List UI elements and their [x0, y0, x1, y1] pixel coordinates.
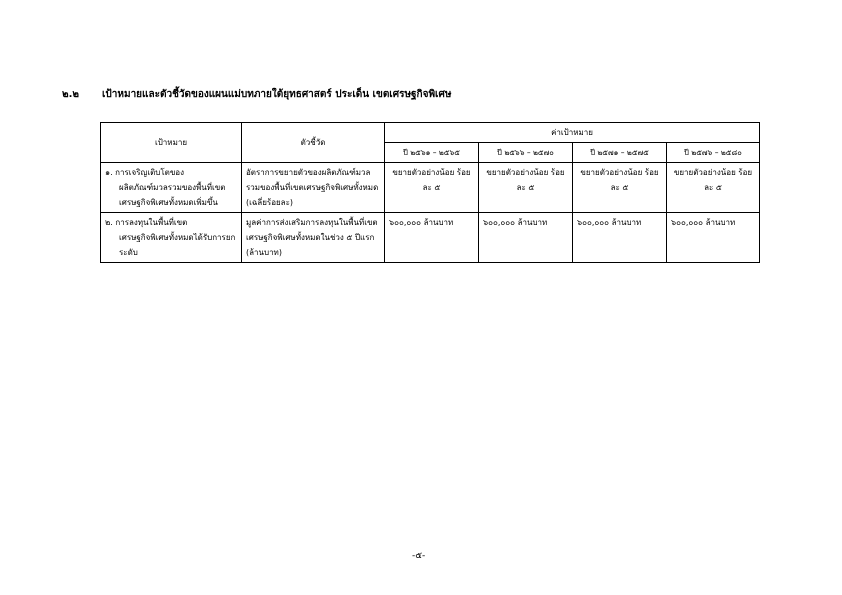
target-cell: ขยายตัวอย่างน้อย ร้อยละ ๕ — [573, 163, 667, 213]
goal-cell — [101, 213, 242, 263]
header-row — [101, 123, 760, 143]
goals-table — [100, 122, 760, 263]
target-cell: ๖๐๐,๐๐๐ ล้านบาท — [385, 213, 479, 263]
indicator-cell: อัตราการขยายตัวของผลิตภัณฑ์มวลรวมของพื้นที่เขตเศรษฐกิจพิเศษทั้งหมด (เฉลี่ยร้อยละ) — [242, 163, 385, 213]
section-number: ๒.๒ — [62, 89, 79, 100]
goal-cell — [101, 163, 242, 213]
header-period: ปี ๒๕๖๑ – ๒๕๖๕ — [385, 143, 479, 163]
section-heading — [62, 87, 451, 102]
goal-number-line: ๑. การเจริญเติบโตของ — [105, 168, 185, 177]
page-number: -๕- — [412, 551, 426, 561]
header-period: ปี ๒๕๗๖ – ๒๕๘๐ — [667, 143, 760, 163]
target-cell: ๖๐๐,๐๐๐ ล้านบาท — [479, 213, 573, 263]
header-indicator: ตัวชี้วัด — [242, 123, 385, 163]
goal-number-line: ๒. การลงทุนในพื้นที่เขต — [105, 218, 188, 227]
header-goal: เป้าหมาย — [101, 123, 242, 163]
header-period: ปี ๒๕๖๖ – ๒๕๗๐ — [479, 143, 573, 163]
goal-text: ผลิตภัณฑ์มวลรวมของพื้นที่เขตเศรษฐกิจพิเศษทั้งหมดเพิ่มขึ้น — [119, 183, 226, 207]
target-cell: ขยายตัวอย่างน้อย ร้อยละ ๕ — [667, 163, 760, 213]
header-period: ปี ๒๕๗๑ – ๒๕๗๕ — [573, 143, 667, 163]
indicator-cell: มูลค่าการส่งเสริมการลงทุนในพื้นที่เขตเศรษฐกิจพิเศษทั้งหมดในช่วง ๕ ปีแรก (ล้านบาท) — [242, 213, 385, 263]
target-cell: ๖๐๐,๐๐๐ ล้านบาท — [667, 213, 760, 263]
goal-text: เศรษฐกิจพิเศษทั้งหมดได้รับการยกระดับ — [119, 233, 236, 257]
table-row — [101, 213, 760, 263]
section-title: เป้าหมายและตัวชี้วัดของแผนแม่บทภายใต้ยุทธศาสตร์ ประเด็น เขตเศรษฐกิจพิเศษ — [102, 89, 452, 100]
table-row — [101, 163, 760, 213]
target-cell: ขยายตัวอย่างน้อย ร้อยละ ๕ — [479, 163, 573, 213]
target-cell: ๖๐๐,๐๐๐ ล้านบาท — [573, 213, 667, 263]
header-target: ค่าเป้าหมาย — [385, 123, 760, 143]
target-cell: ขยายตัวอย่างน้อย ร้อยละ ๕ — [385, 163, 479, 213]
